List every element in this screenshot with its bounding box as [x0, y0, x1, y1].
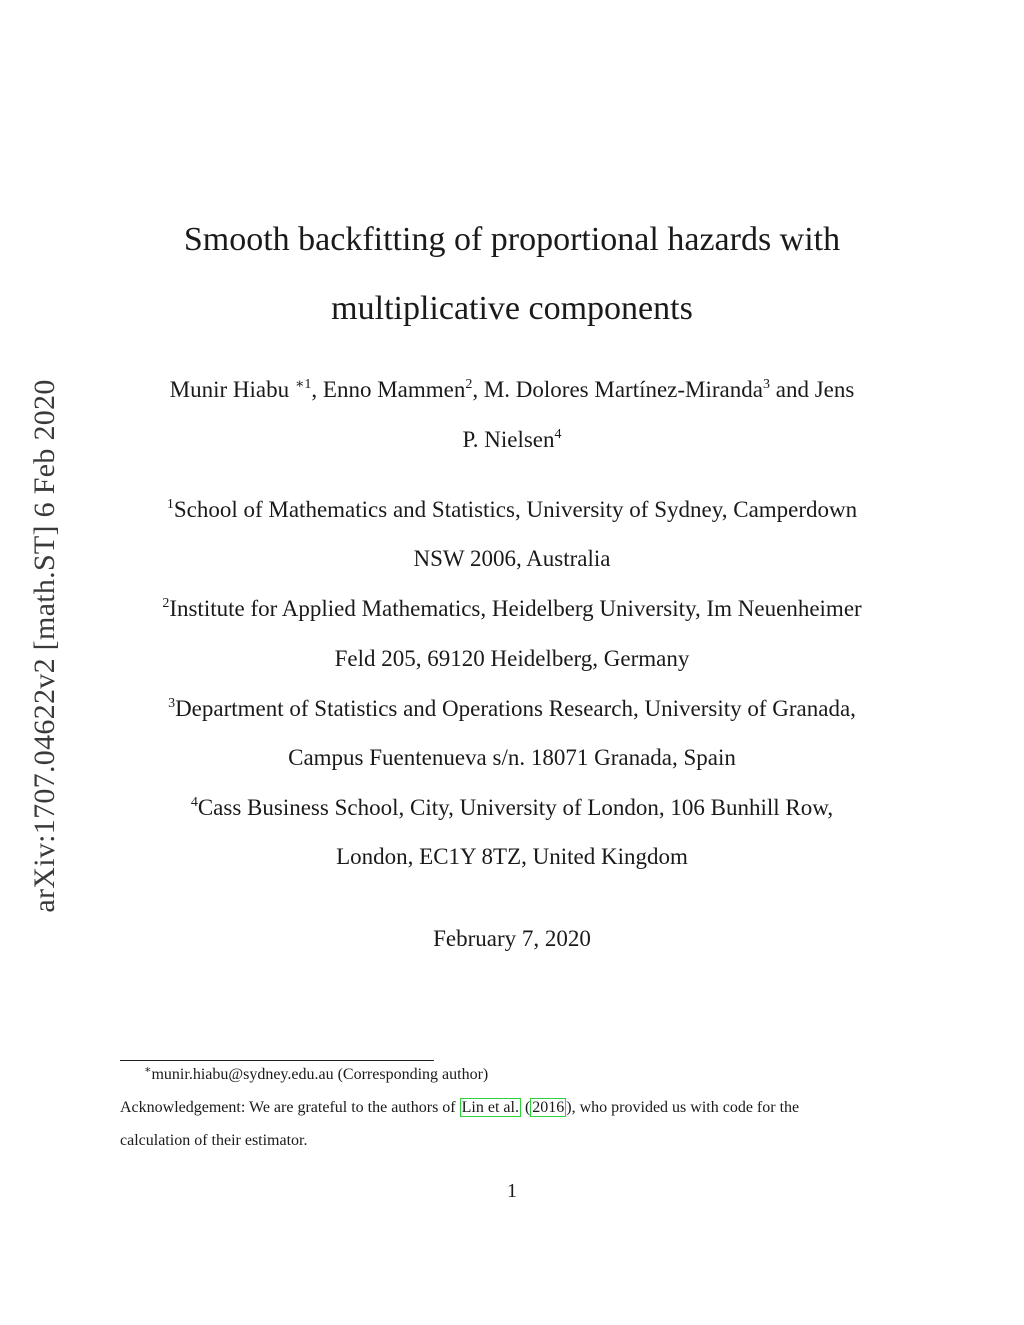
affiliation-1-mark: 1 — [166, 497, 174, 512]
author-hiabu-mark: ∗1 — [294, 377, 312, 392]
affiliation-1-line-1 — [120, 496, 904, 524]
paper-date: February 7, 2020 — [433, 926, 591, 951]
author-mammen: , Enno Mammen — [311, 377, 466, 402]
author-mammen-mark: 2 — [465, 377, 473, 392]
acknowledgement-line-1: Acknowledgement: We are grateful to the authors of Lin et al. ( 2016 ), who provided us with code for the — [120, 1099, 800, 1116]
affiliation-3-line-2: Campus Fuentenueva s/n. 18071 Granada, Spain — [288, 745, 736, 770]
affiliation-1-text: School of Mathematics and Statistics, University of Sydney, Camperdown — [173, 497, 858, 522]
author-nielsen-mark: 4 — [554, 427, 562, 442]
affiliation-3-text: Department of Statistics and Operations Research, University of Granada, — [175, 696, 856, 721]
citation-link-year[interactable]: 2016 — [532, 1099, 565, 1116]
footnote-mark: ∗ — [144, 1064, 152, 1076]
acknowledgement-prefix: Acknowledgement: We are grateful to the authors of — [120, 1099, 460, 1116]
author-nielsen: P. Nielsen — [462, 427, 555, 452]
affiliation-2-line-1 — [120, 595, 904, 623]
affiliation-3-mark: 3 — [168, 696, 176, 711]
affiliation-3-line-1 — [120, 695, 904, 723]
page-number: 1 — [507, 1180, 517, 1202]
affiliation-1-line-2: NSW 2006, Australia — [413, 546, 611, 571]
paper-title-line-1: Smooth backfitting of proportional hazards with — [183, 221, 841, 258]
affiliation-4-text: Cass Business School, City, University of London, 106 Bunhill Row, — [197, 795, 834, 820]
affiliation-2-mark: 2 — [162, 596, 170, 611]
acknowledgement-line-2: calculation of their estimator. — [120, 1132, 308, 1149]
author-martinez-miranda-mark: 3 — [762, 377, 770, 392]
author-hiabu: Munir Hiabu — [169, 377, 295, 402]
author-line-2 — [120, 426, 904, 454]
acknowledgement-suffix: ), who provided us with code for the — [566, 1099, 800, 1116]
footnote-email: munir.hiabu@sydney.edu.au (Corresponding author) — [151, 1066, 489, 1083]
footnote-divider — [120, 1060, 434, 1061]
affiliation-2-line-2: Feld 205, 69120 Heidelberg, Germany — [334, 646, 690, 671]
author-martinez-miranda: , M. Dolores Martínez-Miranda — [472, 377, 763, 402]
footnote-corresponding-author — [120, 1065, 904, 1085]
affiliation-4-mark: 4 — [190, 795, 198, 810]
author-and: and Jens — [769, 377, 855, 402]
citation-link-authors[interactable]: Lin et al. — [461, 1099, 519, 1116]
affiliation-4-line-2: London, EC1Y 8TZ, United Kingdom — [336, 844, 688, 869]
affiliation-2-text: Institute for Applied Mathematics, Heidelberg University, Im Neuenheimer — [169, 596, 862, 621]
author-line-1 — [120, 376, 904, 404]
affiliation-4-line-1 — [120, 794, 904, 822]
paper-title-line-2: multiplicative components — [331, 290, 693, 327]
arxiv-stamp: arXiv:1707.04622v2 [math.ST] 6 Feb 2020 — [28, 379, 61, 913]
